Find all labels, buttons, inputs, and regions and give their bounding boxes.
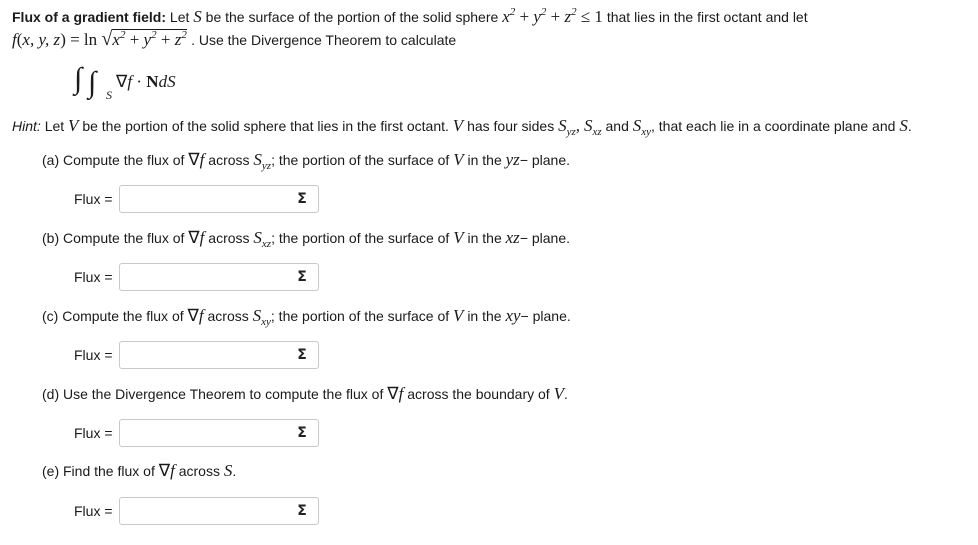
problem-title: Flux of a gradient field: <box>12 9 167 25</box>
math-s-xy: $S_{xy}$ <box>252 306 271 328</box>
problem-line-1 <box>12 6 808 27</box>
period: . <box>907 118 912 134</box>
hint-text: be the portion of the solid sphere that lies in the first octant. <box>82 118 449 134</box>
problem-line-2 <box>12 28 456 51</box>
math-f: f <box>199 150 205 169</box>
question-text: (c) Compute the flux of <box>42 308 184 324</box>
part-c-question <box>42 306 571 328</box>
flux-input-b[interactable] <box>119 263 319 291</box>
math-s-xz: $S_{xz}$ <box>253 228 272 250</box>
part-d-question <box>42 384 568 404</box>
plane-name: yz <box>505 150 520 169</box>
math-grad: ∇ <box>188 150 200 169</box>
question-text: − plane. <box>520 308 571 324</box>
sigma-icon[interactable]: Σ <box>297 191 307 207</box>
plane-name: xy <box>505 306 521 325</box>
question-text: in the <box>467 230 502 246</box>
math-s: S <box>193 7 202 26</box>
question-text: across <box>178 463 220 479</box>
question-text: . <box>232 463 237 479</box>
math-v: V <box>453 150 464 169</box>
math-s-yz: $S_{yz}$ <box>253 150 272 172</box>
math-grad: ∇ <box>387 384 399 403</box>
surface-integral: ∫ ∫ S ∇f · NdS <box>74 62 176 102</box>
flux-label: Flux = <box>74 503 113 519</box>
math-s-xz: $S_{xz}$ <box>583 116 602 138</box>
part-b-question <box>42 228 570 250</box>
math-sphere-inequality: $x^2 + y^2 + z^2 \le 1$ <box>502 6 603 26</box>
problem-text: . Use the Divergence Theorem to calculate <box>191 32 457 48</box>
hint-label: Hint: <box>12 118 41 134</box>
question-text: (d) Use the Divergence Theorem to compute the flux of <box>42 386 384 402</box>
hint-text: , that each lie in a coordinate plane and <box>651 118 896 134</box>
hint-text: has four sides <box>467 118 555 134</box>
problem-text: that lies in the first octant and let <box>606 9 808 25</box>
math-s: S <box>899 116 908 135</box>
question-text: − plane. <box>519 230 571 246</box>
flux-input-e[interactable] <box>119 497 319 525</box>
math-grad: ∇ <box>187 306 199 325</box>
flux-label: Flux = <box>74 269 113 285</box>
flux-label: Flux = <box>74 425 113 441</box>
question-text: (b) Compute the flux of <box>42 230 185 246</box>
question-text: across <box>208 152 250 168</box>
question-text: ; the portion of the surface of <box>271 152 450 168</box>
flux-input-c[interactable] <box>119 341 319 369</box>
hint-line <box>12 116 912 138</box>
math-v: V <box>453 306 464 325</box>
hint-text: Let <box>44 118 65 134</box>
sigma-icon[interactable]: Σ <box>297 425 307 441</box>
sigma-icon[interactable]: Σ <box>297 503 307 519</box>
math-grad: ∇ <box>158 461 171 480</box>
problem-text: Let <box>169 9 190 25</box>
math-f-definition: f(x, y, $z) = \ln √x^2 + y^2 + z^2$ <box>12 28 187 50</box>
math-f: f <box>398 384 404 403</box>
hint-text: and <box>605 118 629 134</box>
flux-input-d[interactable] <box>119 419 319 447</box>
flux-label: Flux = <box>74 191 113 207</box>
math-s-xy: $S_{xy}$ <box>632 116 652 138</box>
flux-input-a[interactable] <box>119 185 319 213</box>
math-s: S <box>223 461 233 480</box>
math-v: V <box>68 116 79 135</box>
question-text: (a) Compute the flux of <box>42 152 185 168</box>
question-text: in the <box>467 308 502 324</box>
math-s-yz: $S_{yz}$, <box>558 116 581 138</box>
math-grad: ∇ <box>188 228 200 247</box>
part-e-question <box>42 461 236 481</box>
math-v: V <box>453 228 464 247</box>
math-f: f <box>170 461 175 480</box>
question-text: ; the portion of the surface of <box>270 308 450 324</box>
question-text: ; the portion of the surface of <box>271 230 450 246</box>
question-text: . <box>563 386 568 402</box>
question-text: (e) Find the flux of <box>42 463 155 479</box>
math-v: V <box>452 116 464 135</box>
plane-name: xz <box>505 228 520 247</box>
question-text: across <box>208 230 250 246</box>
question-text: across the boundary of <box>407 386 550 402</box>
question-text: in the <box>467 152 502 168</box>
math-f: f <box>198 306 204 325</box>
flux-label: Flux = <box>74 347 113 363</box>
problem-text: be the surface of the portion of the solid sphere <box>205 9 499 25</box>
part-a-question <box>42 150 570 172</box>
sigma-icon[interactable]: Σ <box>297 269 307 285</box>
sigma-icon[interactable]: Σ <box>297 347 307 363</box>
math-f: f <box>199 228 205 247</box>
question-text: across <box>207 308 249 324</box>
question-text: − plane. <box>519 152 571 168</box>
math-v: V <box>553 384 564 403</box>
